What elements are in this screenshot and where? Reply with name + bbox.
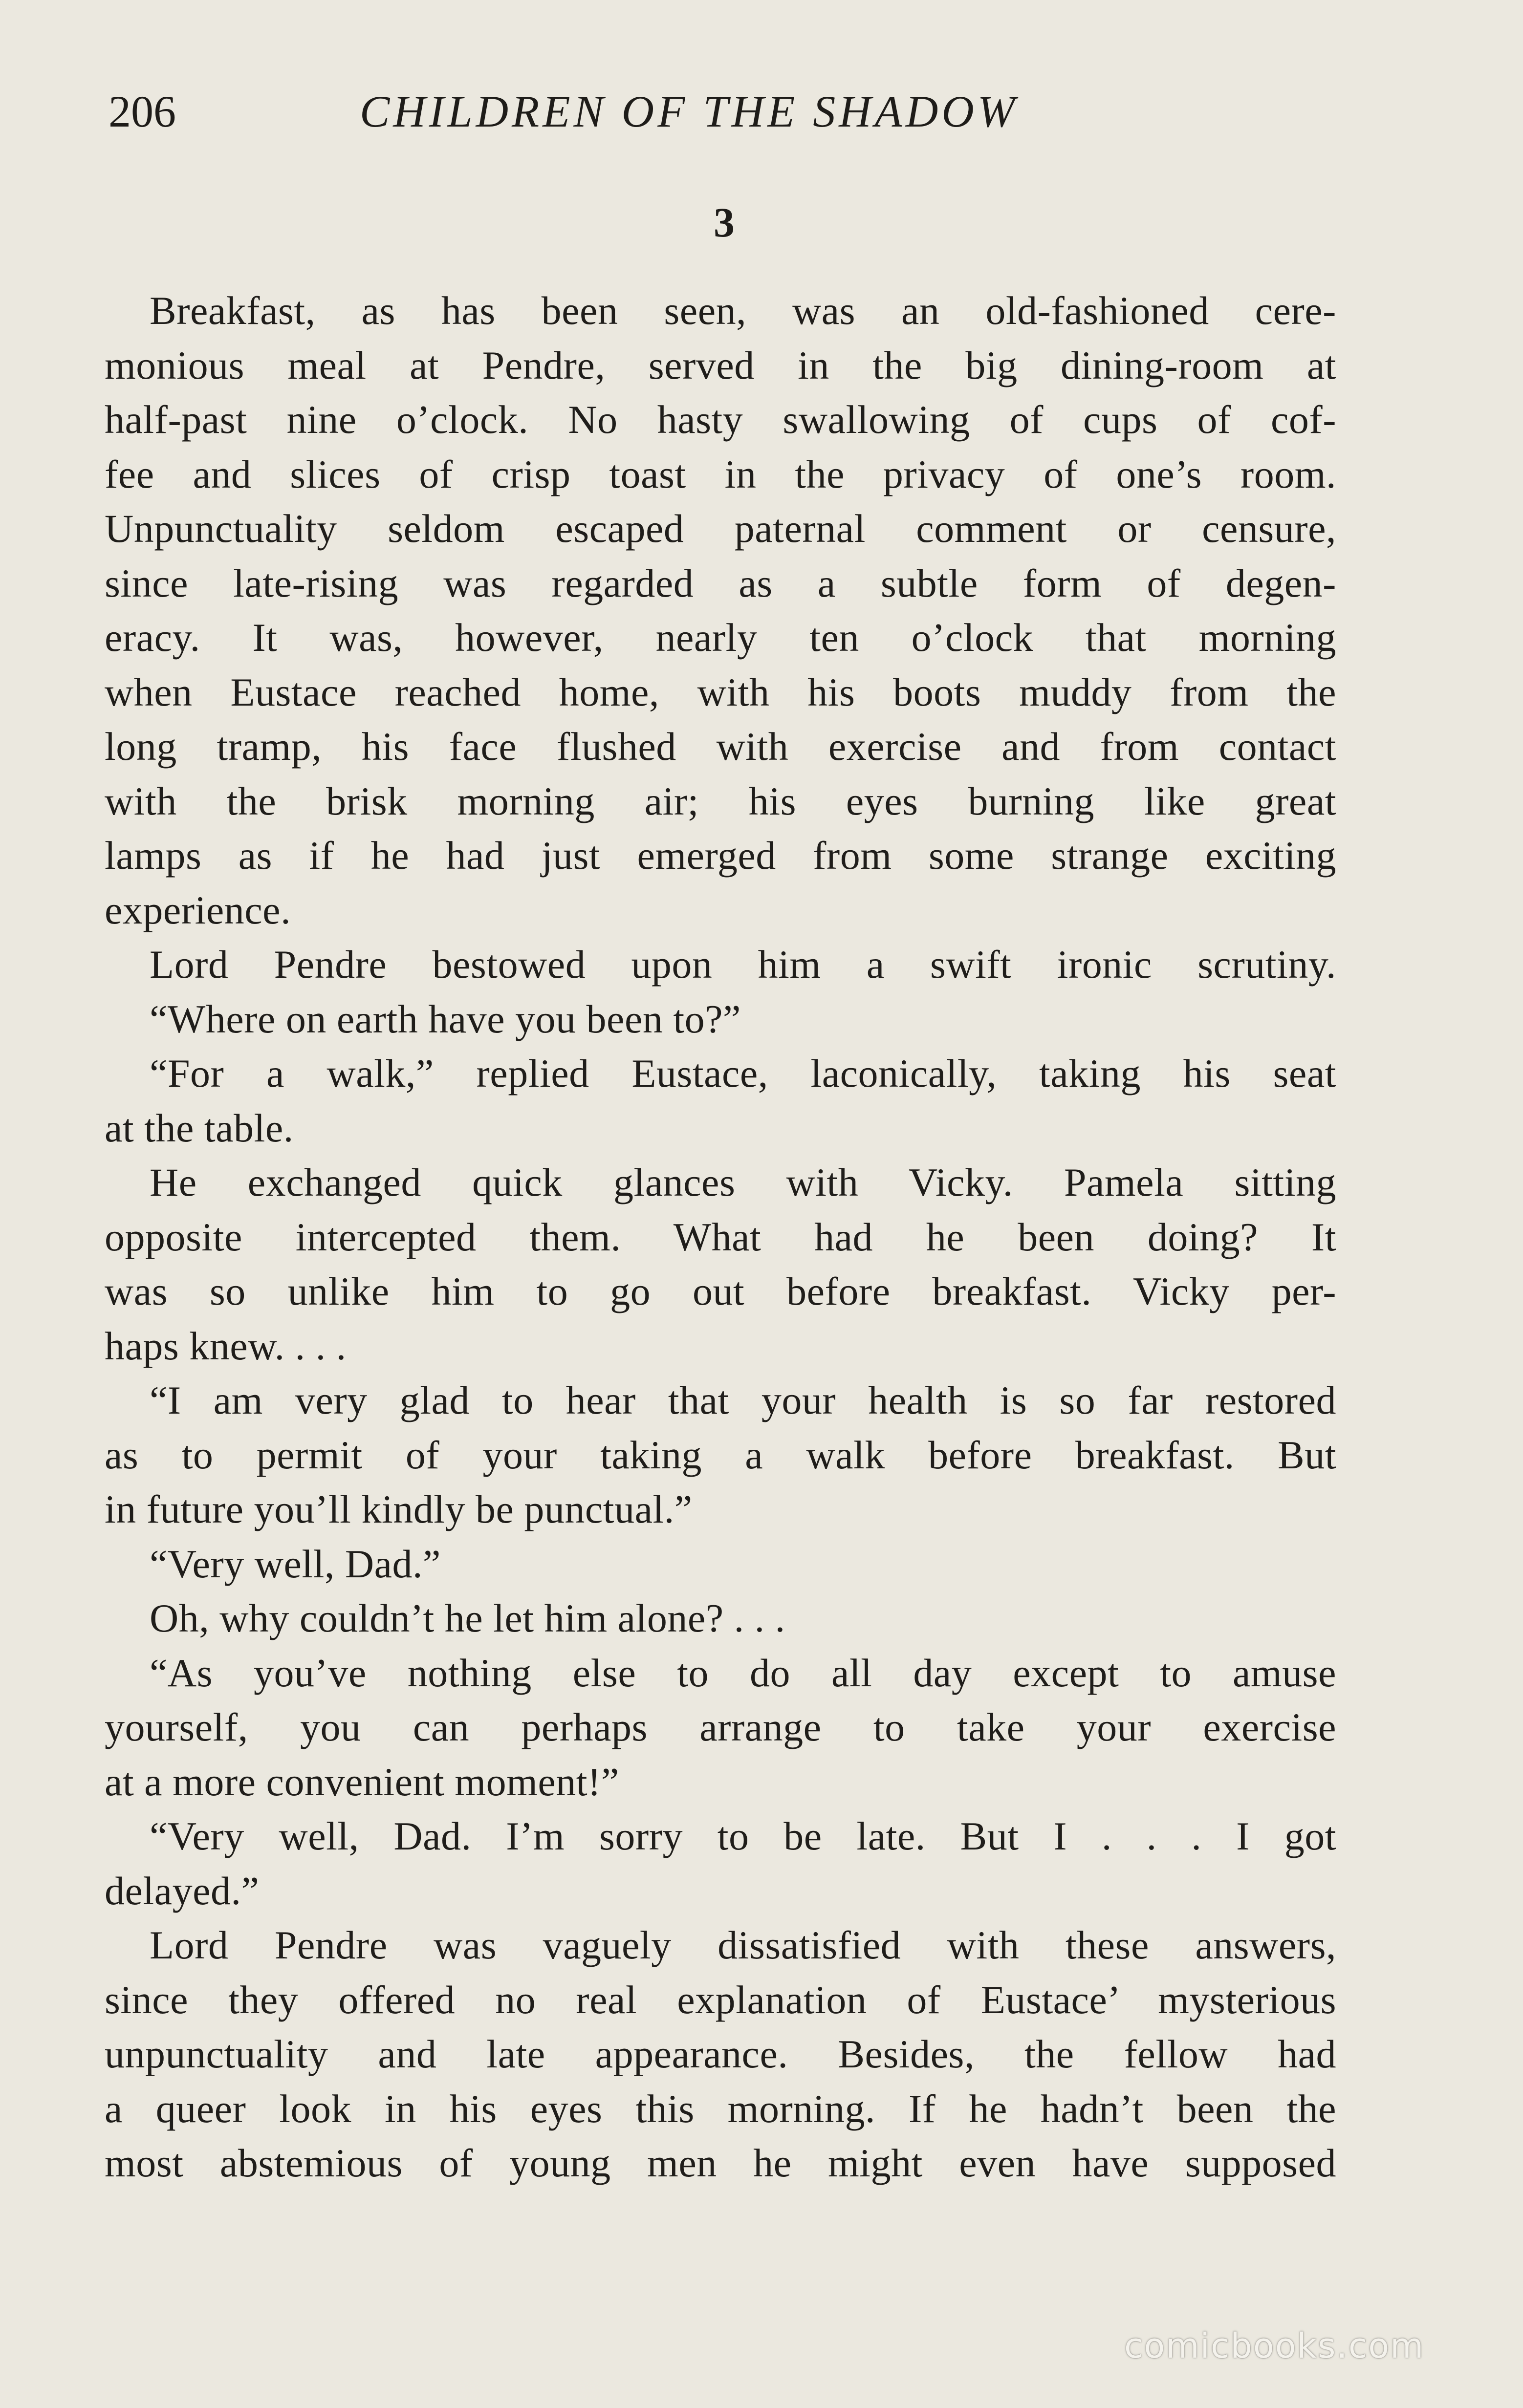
text-line: when Eustace reached home, with his boots muddy from the [105, 669, 1336, 714]
text-line: unpunctuality and late appearance. Besides, the fellow had [105, 2032, 1336, 2076]
text-line: eracy. It was, however, nearly ten o’clock that morning [105, 615, 1336, 660]
text-line: monious meal at Pendre, served in the big dining-room at [105, 343, 1336, 387]
text-line: yourself, you can perhaps arrange to take your exercise [105, 1705, 1336, 1749]
text-line: Breakfast, as has been seen, was an old-fashioned cere- [150, 288, 1336, 333]
text-line: lamps as if he had just emerged from some strange exciting [105, 833, 1336, 878]
text-line: “Where on earth have you been to?” [150, 996, 741, 1041]
text-line: Lord Pendre was vaguely dissatisfied with these answers, [150, 1923, 1336, 1967]
text-line: Unpunctuality seldom escaped paternal comment or censure, [105, 506, 1336, 551]
text-line: Lord Pendre bestowed upon him a swift ironic scrutiny. [150, 942, 1336, 987]
text-line: since they offered no real explanation of Eustace’ mysterious [105, 1977, 1336, 2022]
page-number: 206 [109, 86, 176, 136]
text-line: haps knew. . . . [105, 1323, 347, 1368]
body-text [105, 283, 1336, 2191]
text-line: Oh, why couldn’t he let him alone? . . . [150, 1596, 785, 1640]
text-line: was so unlike him to go out before breakfast. Vicky per- [105, 1269, 1336, 1313]
text-line: at a more convenient moment!” [105, 1759, 619, 1804]
text-line: experience. [105, 887, 291, 932]
text-line: half-past nine o’clock. No hasty swallowing of cups of cof- [105, 397, 1336, 442]
text-line: “Very well, Dad. I’m sorry to be late. But I . . . I got [150, 1814, 1336, 1858]
text-line: since late-rising was regarded as a subtle form of degen- [105, 560, 1336, 605]
text-line: long tramp, his face flushed with exercise and from contact [105, 724, 1336, 769]
text-line: as to permit of your taking a walk before breakfast. But [105, 1432, 1336, 1477]
text-line: “I am very glad to hear that your health is so far restored [150, 1378, 1336, 1422]
text-line: a queer look in his eyes this morning. If he hadn’t been the [105, 2086, 1336, 2131]
text-line: “As you’ve nothing else to do all day except to amuse [150, 1650, 1336, 1695]
text-line: delayed.” [105, 1868, 260, 1913]
text-line: at the table. [105, 1105, 294, 1150]
text-line: opposite intercepted them. What had he been doing? It [105, 1214, 1336, 1259]
text-line: “Very well, Dad.” [150, 1541, 441, 1586]
text-line: He exchanged quick glances with Vicky. Pamela sitting [150, 1160, 1336, 1204]
section-number: 3 [714, 199, 735, 246]
text-line: in future you’ll kindly be punctual.” [105, 1487, 693, 1531]
running-title: CHILDREN OF THE SHADOW [360, 86, 1019, 136]
text-line: with the brisk morning air; his eyes burning like great [105, 778, 1336, 823]
watermark: comicbooks.com [1124, 2326, 1425, 2366]
text-line: most abstemious of young men he might even have supposed [105, 2141, 1336, 2185]
text-line: fee and slices of crisp toast in the privacy of one’s room. [105, 452, 1336, 496]
text-line: “For a walk,” replied Eustace, laconically, taking his seat [150, 1051, 1336, 1096]
